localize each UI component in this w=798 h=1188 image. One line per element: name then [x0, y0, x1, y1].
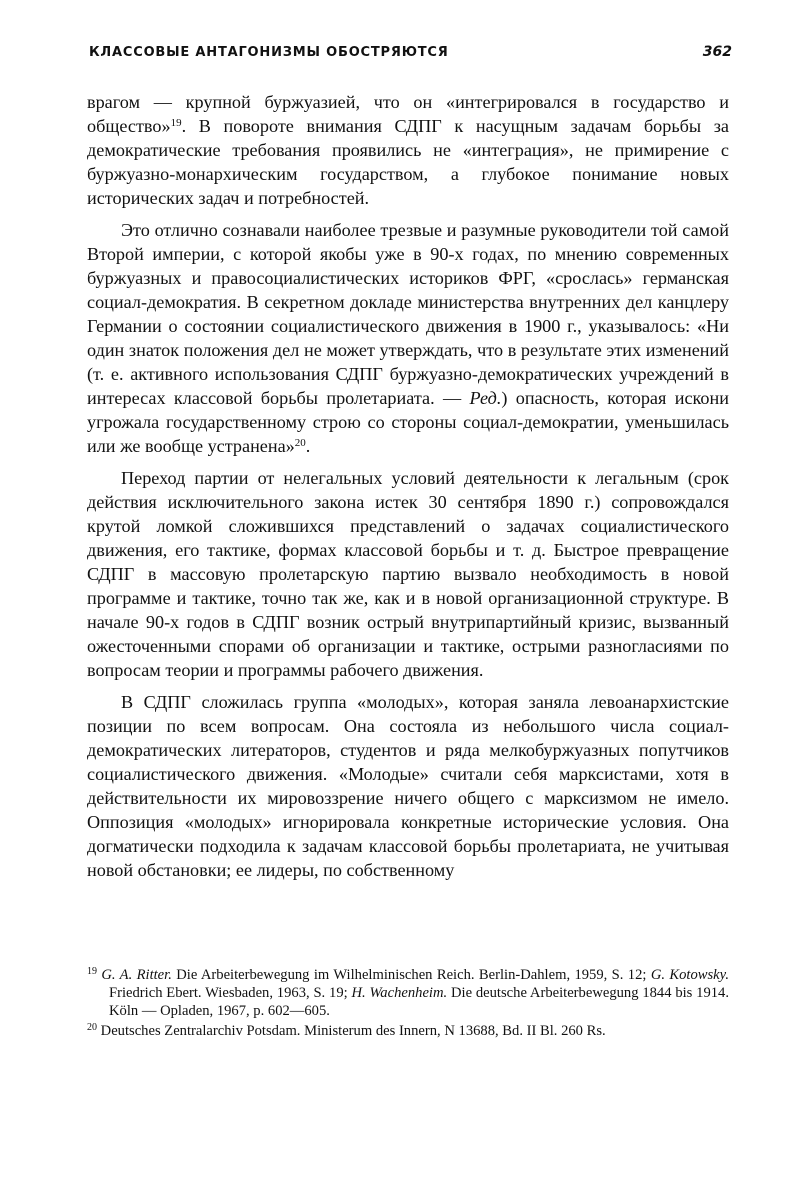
paragraph-3: Переход партии от нелегальных условий деятельности к легальным (срок действия исключительного закона истек 30 сентября 1890 г.) сопровождался крутой ломкой сложившихся представлений о задачах социалистического движения, его тактике, формах классовой борьбы и т. д. Быстрое превращение СДПГ в массовую пролетарскую партию вызвало необходимость в новой программе и тактике, точно так же, как и в новой организационной структуре. В начале 90-х годов в СДПГ возник острый внутрипартийный кризис, вызванный ожесточенными спорами об организации и тактике, острыми разногласиями по вопросам теории и программы рабочего движения.	[87, 468, 729, 680]
editor-note: Ред.	[469, 388, 502, 408]
paragraph-text: ) опасность, которая искони угрожала государственному строю со стороны социал-демократии, уменьшилась или же вообще устранена»	[87, 388, 729, 456]
paragraph-4: В СДПГ сложилась группа «молодых», которая заняла левоанархистские позиции по всем вопросам. Она состояла из небольшого числа социал-демократических литераторов, студентов и ряда мелкобуржуазных попутчиков социалистического движения. «Молодые» считали себя марксистами, хотя в действительности их мировоззрение ничего общего с марксизмом не имело. Оппозиция «молодых» игнорировала конкретные исторические условия. Она догматически подходила к задачам классовой борьбы пролетариата, не учитывая новой обстановки; ее лидеры, по собственному	[87, 692, 729, 880]
footnote-19	[87, 966, 729, 1020]
paragraph-text: . В повороте внимания СДПГ к насущным задачам борьбы за демократические требования проявились не «интеграция», не примирение с буржуазно-монархическим государством, а глубокое понимание новых исторических задач и потребностей.	[87, 116, 729, 208]
footnote-author: G. Kotowsky.	[650, 967, 729, 983]
page-number: 362	[702, 44, 732, 60]
footnote-ref-20: 20	[294, 437, 306, 449]
running-head: КЛАССОВЫЕ АНТАГОНИЗМЫ ОБОСТРЯЮТСЯ	[89, 45, 449, 60]
paragraph-text: врагом — крупной буржуазией, что он «интегрировался в государство и общество»	[87, 92, 729, 136]
paragraph-text: .	[305, 436, 311, 456]
paragraph-1	[87, 90, 729, 210]
footnote-text: Die deutsche Arbeiterbewegung 1844 bis 1914. Köln — Opladen, 1967, p. 602—605.	[109, 985, 729, 1019]
footnote-author: H. Wachenheim.	[351, 985, 448, 1001]
page-header	[89, 44, 732, 60]
main-text	[87, 90, 729, 882]
footnote-text: Deutsches Zentralarchiv Potsdam. Ministerum des Innern, N 13688, Bd. II Bl. 260 Rs.	[97, 1023, 606, 1039]
footnotes	[87, 966, 729, 1042]
footnote-author: G. A. Ritter.	[101, 967, 172, 983]
footnote-text: Friedrich Ebert. Wiesbaden, 1963, S. 19;	[109, 985, 352, 1001]
footnote-ref-19: 19	[170, 117, 182, 129]
footnote-number: 19	[87, 966, 97, 977]
paragraph-2	[87, 218, 729, 458]
paragraph-text: Это отлично сознавали наиболее трезвые и разумные руководители той самой Второй империи, с которой якобы уже в 90-х годах, по мнению современных буржуазных и правосоциалистических историков ФРГ, «срослась» германская социал-демократия. В секретном докладе министерства внутренних дел канцлеру Германии о состоянии социалистического движения в 1900 г., указывалось: «Ни один знаток положения дел не может утверждать, что в результате этих изменений (т. е. активного использования СДПГ буржуазно-демократических учреждений в интересах классовой борьбы пролетариата. —	[87, 220, 729, 408]
footnote-number: 20	[87, 1022, 97, 1033]
footnote-text: Die Arbeiterbewegung im Wilhelminischen Reich. Berlin-Dahlem, 1959, S. 12;	[171, 967, 651, 983]
footnote-20	[87, 1022, 729, 1040]
